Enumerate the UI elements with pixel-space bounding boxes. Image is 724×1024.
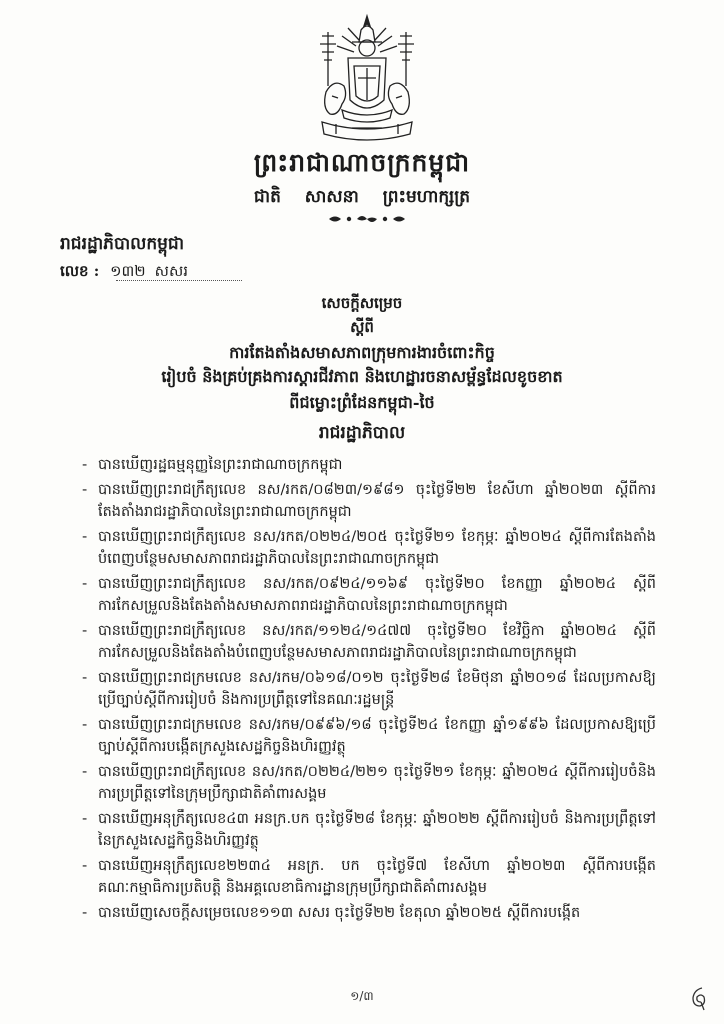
handwritten-initial-signature [688, 984, 710, 1012]
list-item: - បានឃើញព្រះរាជក្រឹត្យលេខ នស/រកត/០៨២៣/១៩៨១ ចុះថ្ងៃទី២២ ខែសីហា ឆ្នាំ២០២៣ ស្ដីពីការតែងតាំងរាជរដ្ឋាភិបាលនៃព្រះរាជាណាចក្រកម្ពុជា [84, 479, 656, 523]
reference-value: ១៣២ សសរ [110, 262, 188, 280]
reference-underline [116, 280, 242, 281]
royal-coat-of-arms-emblem [312, 12, 422, 147]
list-item: - បានឃើញព្រះរាជក្រឹត្យលេខ នស/រកត/១១២៤/១៤៧៧ ចុះថ្ងៃទី២០ ខែវិច្ឆិកា ឆ្នាំ២០២៤ ស្ដីពីការកែសម្រួលនិងតែងតាំងបំពេញបន្ថែមសមាសភាពរាជរដ្ឋាភិបាលនៃព្រះរាជាណាចក្រកម្ពុជា [84, 620, 656, 664]
decision-subject-line-1: ការតែងតាំងសមាសភាពក្រុមការងារចំពោះកិច្ច [229, 343, 495, 362]
list-item: - បានឃើញអនុក្រឹត្យលេខ៤៣ អនក្រ.បក ចុះថ្ងៃទី២៨ ខែកុម្ភៈ ឆ្នាំ២០២២ ស្ដីពីការរៀបចំ និងការប្រព្រឹត្តទៅនៃក្រសួងសេដ្ឋកិច្ចនិងហិរញ្ញវត្ថុ [84, 808, 656, 852]
list-item: - បានឃើញព្រះរាជក្រឹត្យលេខ នស/រកត/០៩២៤/១១៦៩ ចុះថ្ងៃទី២០ ខែកញ្ញា ឆ្នាំ២០២៤ ស្ដីពីការកែសម្រួលនិងតែងតាំងសមាសភាពរាជរដ្ឋាភិបាលនៃព្រះរាជាណាចក្រកម្ពុជា [84, 573, 656, 617]
list-item: - បានឃើញអនុក្រឹត្យលេខ២២៣៤ អនក្រ. បក ចុះថ្ងៃទី៧ ខែសីហា ឆ្នាំ២០២៣ ស្ដីពីការបង្កើតគណៈកម្មាធិការប្រតិបត្តិ និងអគ្គលេខាធិការដ្ឋានក្រុមប្រឹក្សាជាតិគាំពារសង្គម [84, 855, 656, 899]
decision-subject-line-2: រៀបចំ និងគ្រប់គ្រងការស្ដារជីវភាព និងហេដ្ឋារចនាសម្ព័ន្ធដែលខូចខាត [161, 367, 563, 386]
decision-subject-line-3: ពីជម្លោះព្រំដែនកម្ពុជា-ថៃ [289, 393, 435, 412]
legal-basis-list [84, 454, 656, 927]
decision-subject-label: ស្ដីពី [350, 318, 374, 336]
decision-title: សេចក្ដីសម្រេច [321, 294, 403, 312]
authority-heading: រាជរដ្ឋាភិបាល [318, 423, 406, 443]
motto-king: ព្រះមហាក្សត្រ [382, 187, 471, 207]
list-item: - បានឃើញរដ្ឋធម្មនុញ្ញនៃព្រះរាជាណាចក្រកម្ពុជា [84, 454, 656, 476]
national-motto [0, 186, 724, 211]
issuing-government: រាជរដ្ឋាភិបាលកម្ពុជា [60, 234, 185, 254]
list-item: - បានឃើញព្រះរាជក្រឹត្យលេខ នស/រកត/០២២៤/២២១ ចុះថ្ងៃទី២១ ខែកុម្ភៈ ឆ្នាំ២០២៤ ស្ដីពីការរៀបចំនិងការប្រព្រឹត្តទៅនៃក្រុមប្រឹក្សាជាតិគាំពារសង្គម [84, 761, 656, 805]
kingdom-title: ព្រះរាជាណាចក្រកម្ពុជា [253, 148, 471, 177]
motto-nation: ជាតិ [253, 187, 281, 207]
list-item: - បានឃើញព្រះរាជក្រមលេខ នស/រកម/០៦១៨/០១២ ចុះថ្ងៃទី២៨ ខែមិថុនា ឆ្នាំ២០១៨ ដែលប្រកាសឱ្យប្រើច្បាប់ស្ដីពីការរៀបចំ និងការប្រព្រឹត្តទៅនៃគណៈរដ្ឋមន្ត្រី [84, 667, 656, 711]
divider-ornament [327, 212, 407, 226]
list-item: - បានឃើញសេចក្ដីសម្រេចលេខ១១៣ សសរ ចុះថ្ងៃទី២២ ខែតុលា ឆ្នាំ២០២៥ ស្ដីពីការបង្កើត [84, 902, 656, 924]
motto-religion: សាសនា [304, 187, 359, 207]
list-item: - បានឃើញព្រះរាជក្រឹត្យលេខ នស/រកត/០២២៤/២០៥ ចុះថ្ងៃទី២១ ខែកុម្ភៈ ឆ្នាំ២០២៤ ស្ដីពីការតែងតាំងបំពេញបន្ថែមសមាសភាពរាជរដ្ឋាភិបាលនៃព្រះរាជាណាចក្រកម្ពុជា [84, 526, 656, 570]
reference-label: លេខ : [60, 262, 100, 280]
list-item: - បានឃើញព្រះរាជក្រមលេខ នស/រកម/០៩៩៦/១៨ ចុះថ្ងៃទី២៤ ខែកញ្ញា ឆ្នាំ១៩៩៦ ដែលប្រកាសឱ្យប្រើច្បាប់ស្ដីពីការបង្កើតក្រសួងសេដ្ឋកិច្ចនិងហិរញ្ញវត្ថុ [84, 714, 656, 758]
page-number: ១/៣ [350, 989, 374, 1003]
